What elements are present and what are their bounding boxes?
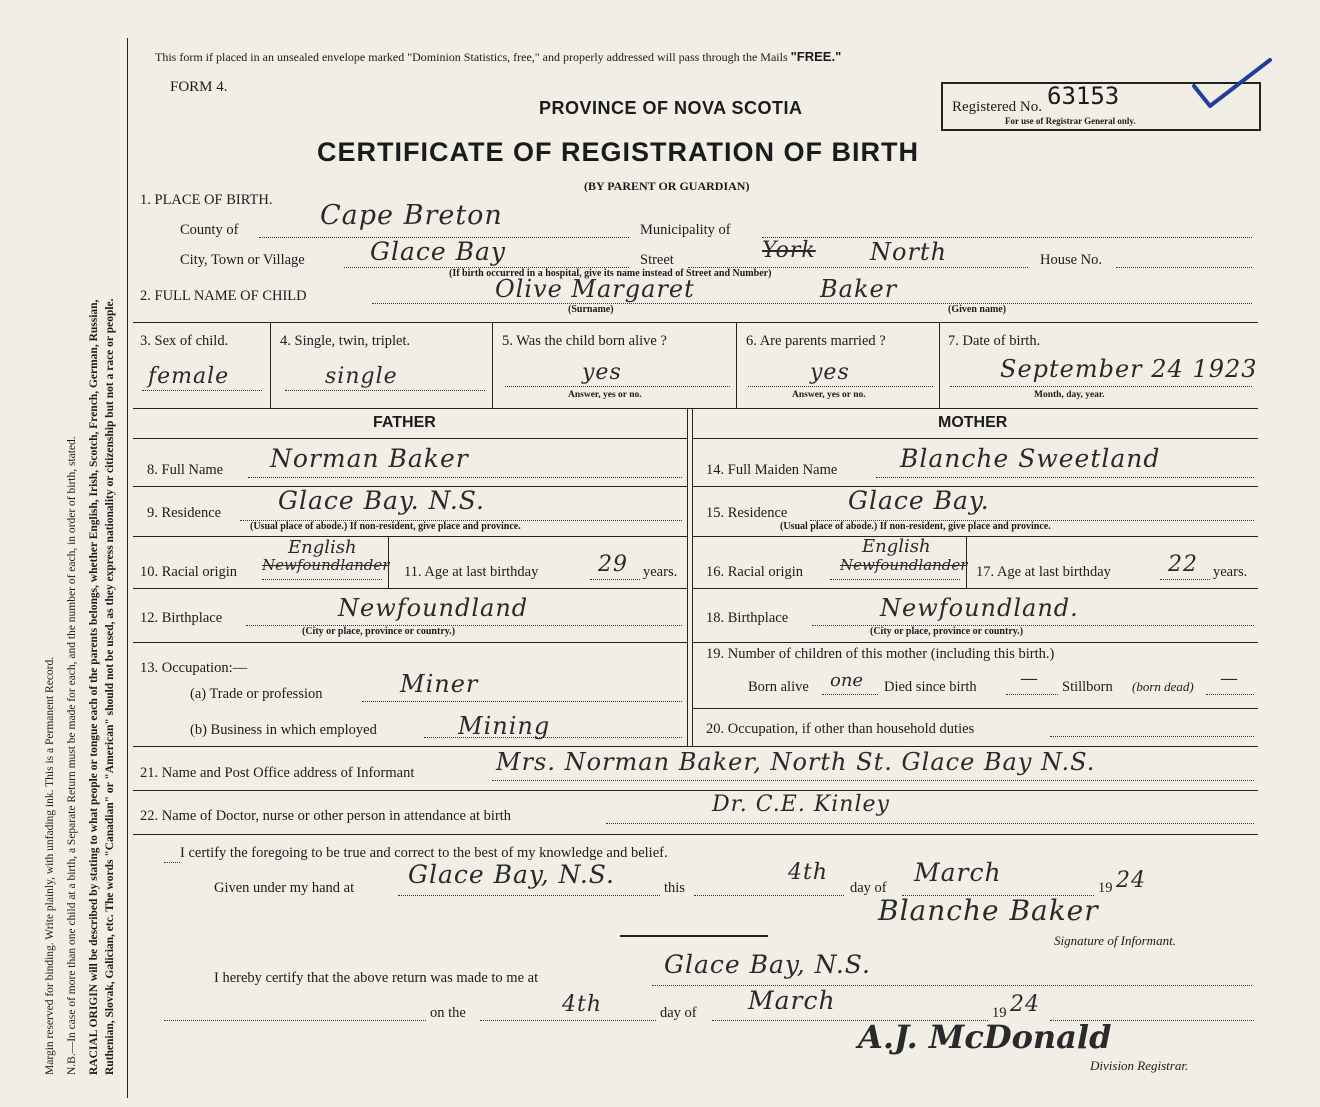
father-name-value: Norman Baker (270, 444, 469, 473)
dob-caption: Month, day, year. (1034, 390, 1105, 400)
given-year-prefix: 19 (1098, 880, 1113, 896)
father-business-label: (b) Business in which employed (190, 722, 377, 738)
dob-value: September 24 1923 (1000, 355, 1258, 383)
father-age-label: 11. Age at last birthday (404, 564, 539, 580)
father-residence-value: Glace Bay. N.S. (278, 486, 485, 515)
plurality-label: 4. Single, twin, triplet. (280, 333, 411, 349)
married-label: 6. Are parents married ? (746, 333, 886, 349)
father-birthplace-caption: (City or place, province or country.) (302, 626, 456, 637)
page-title: CERTIFICATE OF REGISTRATION OF BIRTH (317, 137, 919, 167)
father-birthplace-value: Newfoundland (338, 594, 529, 622)
married-value: yes (810, 360, 850, 385)
registrar-day-of-label: day of (660, 1005, 697, 1021)
margin-note-1: Margin reserved for binding. Write plainly, with unfading ink. This is a Permanent Record. (44, 656, 56, 1075)
margin-note-2: N.B.—In case of more than one child at a birth, a Separate Return must be made for each, and the number of each, in order of birth, stated. (66, 436, 78, 1075)
mother-name-label: 14. Full Maiden Name (706, 462, 838, 478)
certify-statement: I certify the foregoing to be true and correct to the best of my knowledge and belief. (180, 845, 668, 861)
alive-label: 5. Was the child born alive ? (502, 333, 667, 349)
mother-heading: MOTHER (938, 414, 1008, 431)
father-years: years. (643, 564, 678, 580)
stillborn-value: — (1220, 668, 1238, 689)
registrar-on-label: on the (430, 1005, 466, 1021)
sex-label: 3. Sex of child. (140, 333, 229, 349)
father-racial-label: 10. Racial origin (140, 564, 238, 580)
father-business-value: Mining (458, 712, 551, 740)
county-label: County of (180, 222, 239, 238)
mother-birthplace-caption: (City or place, province or country.) (870, 626, 1024, 637)
city-label: City, Town or Village (180, 252, 305, 268)
mother-age-label: 17. Age at last birthday (976, 564, 1111, 580)
alive-answer-caption: Answer, yes or no. (568, 390, 642, 400)
given-name-caption: (Given name) (948, 304, 1007, 315)
father-racial-struck: Newfoundlander (262, 556, 390, 574)
dob-label: 7. Date of birth. (948, 333, 1041, 349)
mother-residence-label: 15. Residence (706, 505, 788, 521)
given-day-value: 4th (788, 860, 829, 885)
informant-value: Mrs. Norman Baker, North St. Glace Bay N.S. (496, 748, 1096, 776)
street-label: Street (640, 252, 674, 268)
father-heading: FATHER (373, 414, 436, 431)
mother-birthplace-label: 18. Birthplace (706, 610, 789, 626)
given-month-value: March (914, 858, 1002, 887)
alive-value: yes (582, 360, 622, 385)
father-racial-value: English (288, 537, 357, 558)
checkmark-icon (1190, 56, 1275, 111)
father-trade-value: Miner (400, 670, 479, 698)
place-of-birth-label: 1. PLACE OF BIRTH. (140, 192, 273, 208)
father-age-value: 29 (598, 552, 628, 577)
father-occupation-label: 13. Occupation:— (140, 660, 248, 676)
mother-birthplace-value: Newfoundland. (880, 594, 1079, 622)
form-number: FORM 4. (170, 79, 228, 95)
registrar-statement: I hereby certify that the above return was made to me at (214, 970, 539, 986)
doctor-label: 22. Name of Doctor, nurse or other person in attendance at birth (140, 808, 512, 824)
surname-caption: (Surname) (568, 304, 614, 315)
child-name-label: 2. FULL NAME OF CHILD (140, 288, 307, 304)
given-year-value: 24 (1116, 868, 1146, 893)
child-given-names: Olive Margaret (495, 275, 695, 303)
mother-occupation-label: 20. Occupation, if other than household duties (706, 721, 975, 737)
child-surname: Baker (820, 275, 898, 303)
registrar-signature-caption: Division Registrar. (1090, 1058, 1189, 1073)
father-birthplace-label: 12. Birthplace (140, 610, 223, 626)
married-answer-caption: Answer, yes or no. (792, 390, 866, 400)
mother-racial-label: 16. Racial origin (706, 564, 804, 580)
county-value: Cape Breton (320, 200, 503, 231)
father-name-label: 8. Full Name (147, 462, 224, 478)
registration-box: Registered No. 63153 For use of Registrar General only. (941, 82, 1261, 131)
father-residence-caption: (Usual place of abode.) If non-resident, give place and province. (250, 521, 521, 532)
municipality-label: Municipality of (640, 222, 731, 238)
born-alive-label: Born alive (748, 679, 809, 695)
born-alive-value: one (830, 670, 864, 691)
province-title: PROVINCE OF NOVA SCOTIA (539, 98, 803, 118)
registered-number: 63153 (1047, 82, 1120, 110)
informant-signature-caption: Signature of Informant. (1054, 933, 1176, 948)
died-since-birth-value: — (1020, 668, 1038, 689)
registrar-day-value: 4th (562, 992, 603, 1017)
given-day-of-label: day of (850, 880, 887, 896)
margin-divider (127, 38, 128, 1098)
margin-note-4: Ruthenian, Slovak, Galician, etc. The words "Canadian" or "American" should not be used, as they express nationality or citizenship but not a race or people. (104, 298, 116, 1075)
registrar-month-value: March (748, 986, 836, 1015)
registrar-place-value: Glace Bay, N.S. (664, 950, 871, 979)
this-label: this (664, 880, 685, 896)
mother-age-value: 22 (1168, 552, 1198, 577)
plurality-value: single (325, 364, 398, 389)
father-trade-label: (a) Trade or profession (190, 686, 323, 702)
given-under-label: Given under my hand at (214, 880, 355, 896)
street-struck-value: York (762, 238, 816, 263)
given-place-value: Glace Bay, N.S. (408, 860, 615, 889)
doctor-value: Dr. C.E. Kinley (712, 792, 890, 817)
page-subtitle: (BY PARENT OR GUARDIAN) (584, 179, 750, 193)
mother-children-label: 19. Number of children of this mother (including this birth.) (706, 646, 1055, 662)
house-no-label: House No. (1040, 252, 1103, 268)
registrar-signature: A.J. McDonald (858, 1018, 1112, 1056)
mother-years: years. (1213, 564, 1248, 580)
stillborn-label: Stillborn (1062, 679, 1113, 695)
stillborn-note: (born dead) (1132, 679, 1194, 694)
mother-name-value: Blanche Sweetland (900, 444, 1161, 473)
hospital-note: (If birth occurred in a hospital, give its name instead of Street and Number) (449, 268, 772, 279)
registrar-year-value: 24 (1010, 992, 1040, 1017)
city-value: Glace Bay (370, 237, 507, 266)
died-since-birth-label: Died since birth (884, 679, 977, 695)
mother-racial-struck: Newfoundlander (840, 556, 968, 574)
margin-note-3: RACIAL ORIGIN will be described by stating to what people or tongue each of the parents belongs, whether English, Irish, Scotch, French, German, Russian, (88, 299, 100, 1075)
informant-signature: Blanche Baker (878, 894, 1099, 927)
registrar-year-prefix: 19 (992, 1005, 1007, 1021)
binding-margin (0, 0, 128, 1107)
street-value: North (870, 238, 948, 266)
mother-residence-value: Glace Bay. (848, 486, 990, 515)
sex-value: female (148, 364, 230, 389)
mother-residence-caption: (Usual place of abode.) If non-resident, give place and province. (780, 521, 1051, 532)
informant-label: 21. Name and Post Office address of Informant (140, 765, 415, 781)
mother-racial-value: English (862, 536, 931, 557)
father-residence-label: 9. Residence (147, 505, 222, 521)
mail-notice: This form if placed in an unsealed envelope marked "Dominion Statistics, free," and properly addressed will pass through the Mails "FREE." (155, 49, 842, 64)
